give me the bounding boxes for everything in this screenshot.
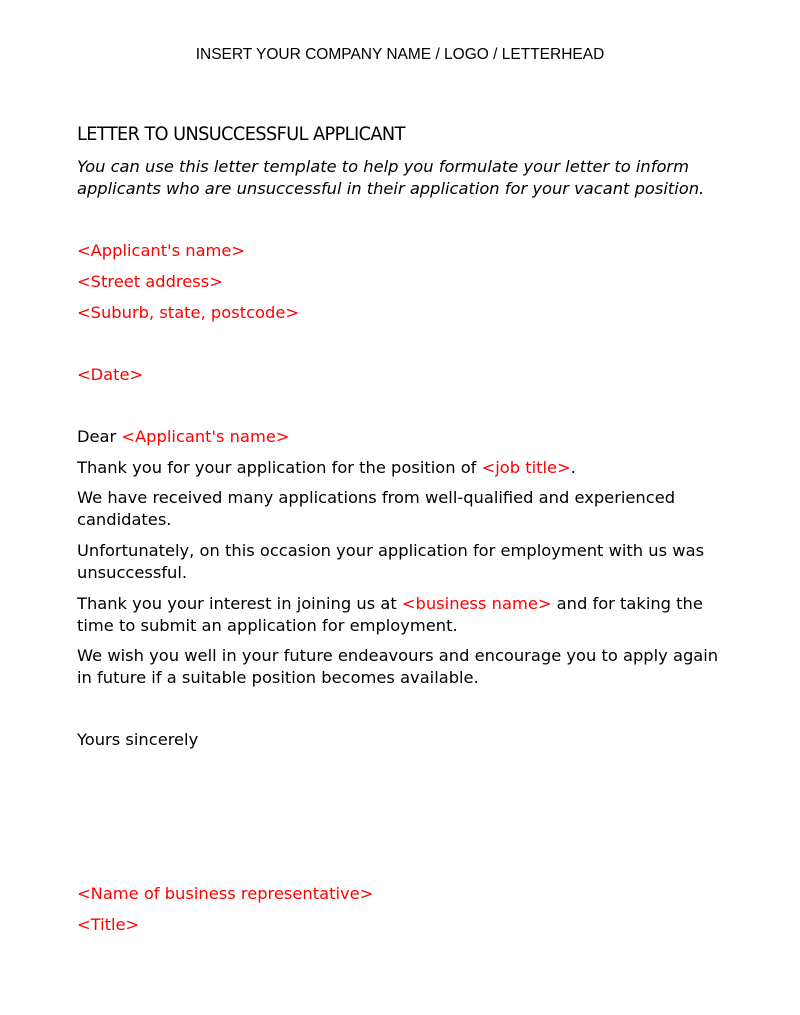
salutation-name-placeholder: <Applicant's name> [121,427,290,446]
representative-name-placeholder: <Name of business representative> [77,884,374,903]
p2-line: candidates. [77,510,172,529]
page-title: LETTER TO UNSUCCESSFUL APPLICANT [77,123,405,145]
applicant-name-placeholder: <Applicant's name> [77,241,246,260]
paragraph-3 [77,540,704,584]
p4-line: time to submit an application for employment. [77,616,458,635]
p4-text-end: and for taking the [551,594,703,613]
p4-text: Thank you your interest in joining us at [77,594,402,613]
paragraph-4 [77,593,703,637]
closing: Yours sincerely [77,730,199,749]
intro-line: You can use this letter template to help you formulate your letter to inform [77,157,689,176]
street-address-placeholder: <Street address> [77,272,223,291]
paragraph-5 [77,645,718,689]
p3-line: Unfortunately, on this occasion your application for employment with us was [77,541,705,560]
p1-end: . [570,458,576,477]
p2-line: We have received many applications from well-qualified and experienced [77,488,676,507]
p3-line: unsuccessful. [77,563,188,582]
p5-line: We wish you well in your future endeavours and encourage you to apply again [77,646,719,665]
intro-text [77,156,704,200]
p5-line: in future if a suitable position becomes available. [77,668,479,687]
salutation-text: Dear [77,427,122,446]
date-placeholder: <Date> [77,365,144,384]
job-title-placeholder: <job title> [481,458,571,477]
business-name-placeholder: <business name> [401,594,552,613]
letterhead-placeholder: INSERT YOUR COMPANY NAME / LOGO / LETTERHEAD [195,46,605,63]
suburb-placeholder: <Suburb, state, postcode> [77,303,299,322]
intro-line: applicants who are unsuccessful in their application for your vacant position. [77,179,705,198]
paragraph-2 [77,487,675,531]
representative-title-placeholder: <Title> [77,915,140,934]
salutation [77,426,289,448]
paragraph-1 [77,457,576,479]
p1-text: Thank you for your application for the position of [77,458,482,477]
